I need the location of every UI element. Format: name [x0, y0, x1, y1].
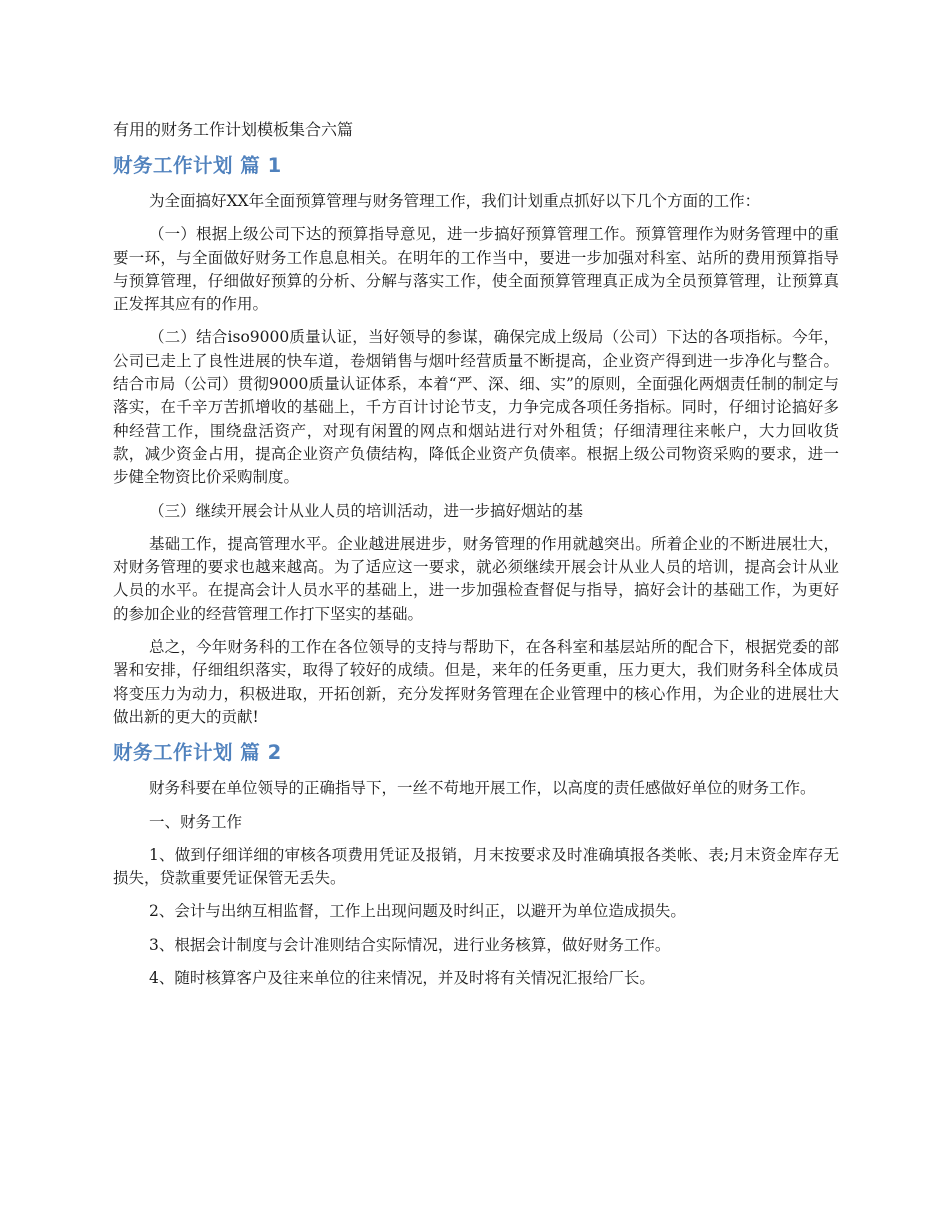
section-1-paragraph: （一）根据上级公司下达的预算指导意见，进一步搞好预算管理工作。预算管理作为财务管理中的重要一环，与全面做好财务工作息息相关。在明年的工作当中，要进一步加强对科室、站所的费用预算指导与预算管理，仔细做好预算的分析、分解与落实工作，使全面预算管理真正成为全员预算管理，让预算真正发挥其应有的作用。	[113, 225, 839, 314]
section-1-heading: 财务工作计划 篇 1	[113, 154, 282, 177]
section-1-paragraph: 总之，今年财务科的工作在各位领导的支持与帮助下，在各科室和基层站所的配合下，根据党委的部署和安排，仔细组织落实，取得了较好的成绩。但是，来年的任务更重，压力更大，我们财务科全体成员将变压力为动力，积极进取，开拓创新，充分发挥财务管理在企业管理中的核心作用，为企业的进展壮大做出新的更大的贡献!	[113, 638, 839, 726]
section-2-paragraph: 2、会计与出纳互相监督，工作上出现问题及时纠正，以避开为单位造成损失。	[149, 902, 686, 921]
section-2-paragraph: 3、根据会计制度与会计准则结合实际情况，进行业务核算，做好财务工作。	[149, 935, 671, 954]
section-1-paragraph: 为全面搞好XX年全面预算管理与财务管理工作，我们计划重点抓好以下几个方面的工作：	[149, 192, 761, 210]
section-2-paragraph: 一、财务工作	[149, 812, 243, 831]
section-2-paragraph: 4、随时核算客户及往来单位的往来情况，并及时将有关情况汇报给厂长。	[149, 969, 655, 988]
document-title: 有用的财务工作计划模板集合六篇	[113, 120, 354, 139]
section-1-paragraph: （三）继续开展会计从业人员的培训活动，进一步搞好烟站的基	[149, 501, 584, 520]
section-1-paragraph: 基础工作，提高管理水平。企业越进展进步，财务管理的作用就越突出。所着企业的不断进展壮大，对财务管理的要求也越来越高。为了适应这一要求，就必须继续开展会计从业人员的培训，提高会计从业人员的水平。在提高会计人员水平的基础上，进一步加强检查督促与指导，搞好会计的基础工作，为更好的参加企业的经营管理工作打下坚实的基础。	[113, 534, 839, 623]
section-2-heading: 财务工作计划 篇 2	[113, 741, 282, 765]
section-2-paragraph: 财务科要在单位领导的正确指导下，一丝不苟地开展工作，以高度的责任感做好单位的财务工作。	[149, 779, 816, 798]
document-page	[113, 118, 839, 1000]
section-1-paragraph: （二）结合iso9000质量认证，当好领导的参谋，确保完成上级局（公司）下达的各项指标。今年，公司已走上了良性进展的快车道，卷烟销售与烟叶经营质量不断提高，企业资产得到进一步净化与整合。结合市局（公司）贯彻9000质量认证体系，本着“严、深、细、实”的原则，全面强化两烟责任制的制定与落实，在千辛万苦抓增收的基础上，千方百计讨论节支，力争完成各项任务指标。同时，仔细讨论搞好多种经营工作，围绕盘活资产，对现有闲置的网点和烟站进行对外租赁；仔细清理往来帐户，大力回收货款，减少资金占用，提高企业资产负债结构，降低企业资产负债率。根据上级公司物资采购的要求，进一步健全物资比价采购制度。	[113, 328, 839, 487]
section-2-paragraph: 1、做到仔细详细的审核各项费用凭证及报销，月末按要求及时准确填报各类帐、表;月末资金库存无损失，贷款重要凭证保管无丢失。	[113, 845, 839, 888]
